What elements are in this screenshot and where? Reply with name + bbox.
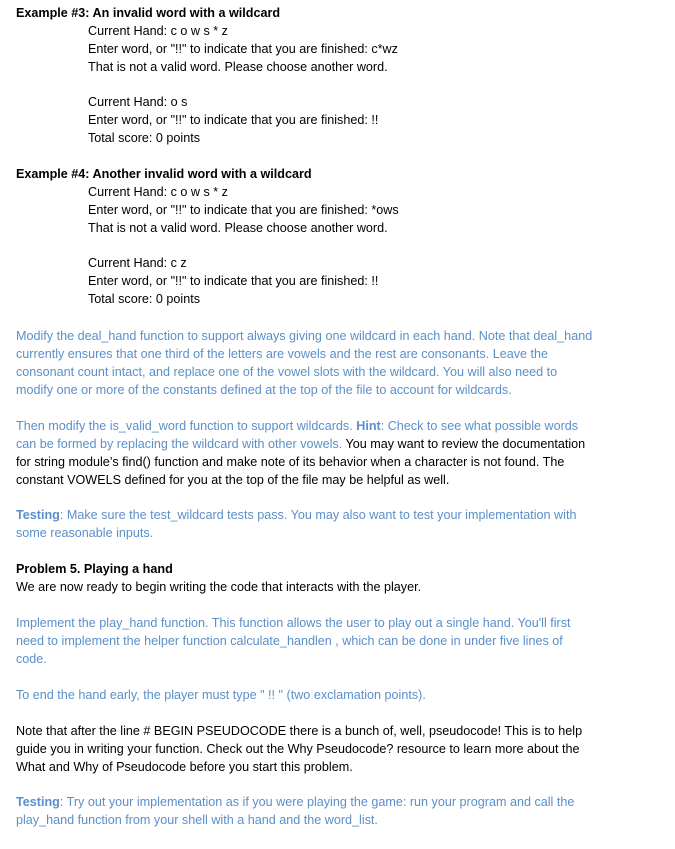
console-line: Enter word, or "!!" to indicate that you are finished: !! — [88, 113, 379, 127]
paragraph-line: consonant count intact, and replace one of the vowel slots with the wildcard. You will also need to — [16, 365, 558, 379]
paragraph-line: We are now ready to begin writing the code that interacts with the player. — [16, 580, 422, 594]
paragraph-line: Modify the deal_hand function to support always giving one wildcard in each hand. Note that deal_hand — [16, 329, 593, 343]
paragraph-line — [16, 435, 585, 453]
text-run: You may want to review the documentation — [342, 437, 586, 451]
testing-label: Testing — [16, 508, 60, 522]
console-line: Total score: 0 points — [88, 292, 201, 306]
paragraph-line: guide you in writing your function. Check out the Why Pseudocode? resource to learn more about the — [16, 742, 580, 756]
example-4-heading: Example #4: Another invalid word with a wildcard — [16, 167, 312, 181]
paragraph-line: modify one or more of the constants defined at the top of the file to account for wildcards. — [16, 383, 512, 397]
console-line: Current Hand: c z — [88, 256, 187, 270]
example-3-heading: Example #3: An invalid word with a wildcard — [16, 6, 281, 20]
text-run: : Check to see what possible words — [380, 419, 579, 433]
console-line: That is not a valid word. Please choose another word. — [88, 60, 388, 74]
paragraph-line: To end the hand early, the player must type " !! " (two exclamation points). — [16, 688, 426, 702]
paragraph-line: What and Why of Pseudocode before you start this problem. — [16, 760, 353, 774]
paragraph-line — [16, 417, 578, 435]
problem-5-heading: Problem 5. Playing a hand — [16, 562, 173, 576]
paragraph-line — [16, 506, 576, 524]
text-run: can be formed by replacing the wildcard with other vowels. — [16, 437, 343, 451]
text-run: Then modify the is_valid_word function to support wildcards. — [16, 419, 357, 433]
paragraph-line: play_hand function from your shell with a hand and the word_list. — [16, 813, 378, 827]
console-line: Enter word, or "!!" to indicate that you are finished: *ows — [88, 203, 399, 217]
text-run: : Try out your implementation as if you were playing the game: run your program and call the — [59, 795, 575, 809]
testing-label: Testing — [16, 795, 60, 809]
paragraph-line: currently ensures that one third of the letters are vowels and the rest are consonants. Leave the — [16, 347, 549, 361]
console-line: Current Hand: c o w s * z — [88, 24, 228, 38]
console-line: Enter word, or "!!" to indicate that you are finished: c*wz — [88, 42, 398, 56]
paragraph-line: code. — [16, 652, 47, 666]
paragraph-line: constant VOWELS defined for you at the top of the file may be helpful as well. — [16, 473, 450, 487]
console-line: Total score: 0 points — [88, 131, 201, 145]
console-line: That is not a valid word. Please choose another word. — [88, 221, 388, 235]
text-run: : Make sure the test_wildcard tests pass. You may also want to test your implementation with — [59, 508, 577, 522]
hint-label: Hint — [356, 419, 381, 433]
console-line: Current Hand: c o w s * z — [88, 185, 228, 199]
paragraph-line: Implement the play_hand function. This function allows the user to play out a single hand. You'll first — [16, 616, 571, 630]
console-line: Enter word, or "!!" to indicate that you are finished: !! — [88, 274, 379, 288]
paragraph-line — [16, 793, 574, 811]
console-line: Current Hand: o s — [88, 95, 188, 109]
paragraph-line: some reasonable inputs. — [16, 526, 154, 540]
paragraph-line: for string module’s find() function and make note of its behavior when a character is not found. The — [16, 455, 565, 469]
paragraph-line: Note that after the line # BEGIN PSEUDOCODE there is a bunch of, well, pseudocode! This is to help — [16, 724, 583, 738]
paragraph-line: need to implement the helper function calculate_handlen , which can be done in under five lines of — [16, 634, 563, 648]
